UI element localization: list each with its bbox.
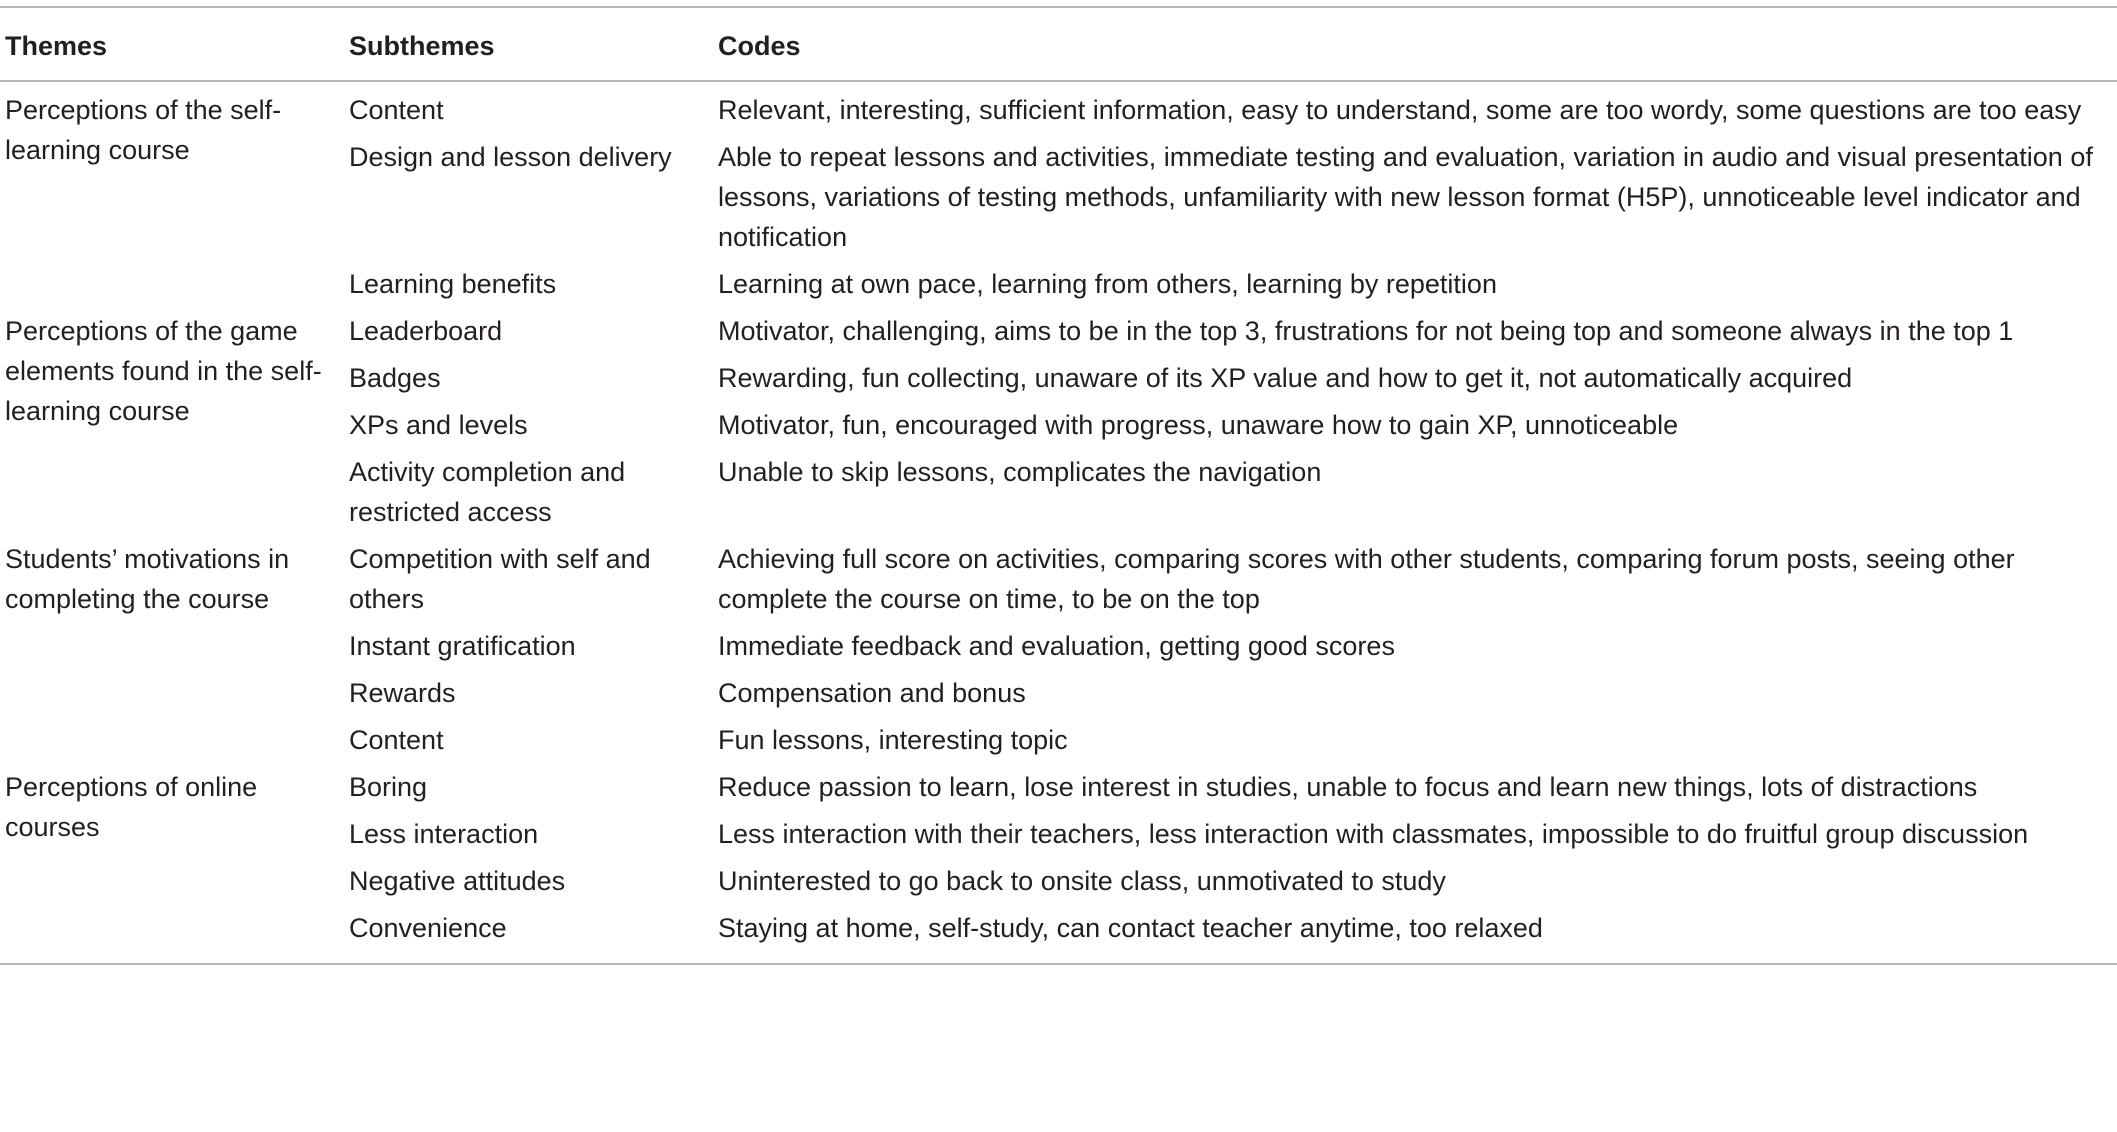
subtheme-cell: XPs and levels [349, 410, 528, 440]
subtheme-cell: Convenience [349, 913, 507, 943]
header-subthemes: Subthemes [349, 30, 495, 61]
themes-table-container [0, 6, 2117, 965]
table-row [0, 81, 2117, 137]
subtheme-cell: Content [349, 725, 444, 755]
subtheme-cell: Less interaction [349, 819, 539, 849]
codes-cell: Motivator, fun, encouraged with progress, unaware how to gain XP, unnoticeable [718, 410, 1679, 440]
subtheme-cell: Badges [349, 363, 441, 393]
table-body [0, 81, 2117, 964]
codes-cell: Staying at home, self-study, can contact teacher anytime, too relaxed [718, 913, 1543, 943]
subtheme-cell: Leaderboard [349, 316, 503, 346]
header-themes: Themes [5, 30, 108, 61]
codes-cell: Less interaction with their teachers, less interaction with classmates, impossible to do fruitful group discussion [718, 819, 2029, 849]
codes-cell: Fun lessons, interesting topic [718, 725, 1068, 755]
subtheme-cell: Negative attitudes [349, 866, 566, 896]
subtheme-cell: Instant gratification [349, 631, 576, 661]
header-row [0, 7, 2117, 81]
codes-cell: Uninterested to go back to onsite class, unmotivated to study [718, 866, 1446, 896]
codes-cell: Rewarding, fun collecting, unaware of its XP value and how to get it, not automatically acquired [718, 363, 1853, 393]
header-codes: Codes [718, 30, 801, 61]
subtheme-cell: Learning benefits [349, 269, 557, 299]
subtheme-cell: Rewards [349, 678, 456, 708]
theme-cell: Perceptions of the game elements found in the self-learning course [5, 316, 322, 426]
theme-cell: Perceptions of the self-learning course [5, 95, 282, 165]
codes-cell: Reduce passion to learn, lose interest in studies, unable to focus and learn new things, lots of distractions [718, 772, 1978, 802]
codes-cell: Compensation and bonus [718, 678, 1026, 708]
subtheme-cell: Activity completion and restricted access [349, 457, 626, 527]
table-header [0, 7, 2117, 81]
subtheme-cell: Competition with self and others [349, 544, 651, 614]
table-row [0, 767, 2117, 814]
theme-cell: Perceptions of online courses [5, 772, 258, 842]
codes-cell: Learning at own pace, learning from others, learning by repetition [718, 269, 1497, 299]
codes-cell: Immediate feedback and evaluation, getting good scores [718, 631, 1395, 661]
subtheme-cell: Content [349, 95, 444, 125]
codes-cell: Relevant, interesting, sufficient information, easy to understand, some are too wordy, some questions are too easy [718, 95, 2082, 125]
codes-cell: Unable to skip lessons, complicates the navigation [718, 457, 1322, 487]
table-row [0, 311, 2117, 358]
codes-cell: Achieving full score on activities, comparing scores with other students, comparing forum posts, seeing other complete the course on time, to be on the top [718, 544, 2015, 614]
table-row [0, 539, 2117, 626]
subtheme-cell: Boring [349, 772, 428, 802]
codes-cell: Motivator, challenging, aims to be in the top 3, frustrations for not being top and someone always in the top 1 [718, 316, 2014, 346]
themes-table [0, 6, 2117, 965]
subtheme-cell: Design and lesson delivery [349, 142, 672, 172]
theme-cell: Students’ motivations in completing the course [5, 544, 290, 614]
codes-cell: Able to repeat lessons and activities, immediate testing and evaluation, variation in audio and visual presentation of lessons, variations of testing methods, unfamiliarity with new lesson format (H5P), unnoticeable level indicator and notification [718, 142, 2093, 252]
